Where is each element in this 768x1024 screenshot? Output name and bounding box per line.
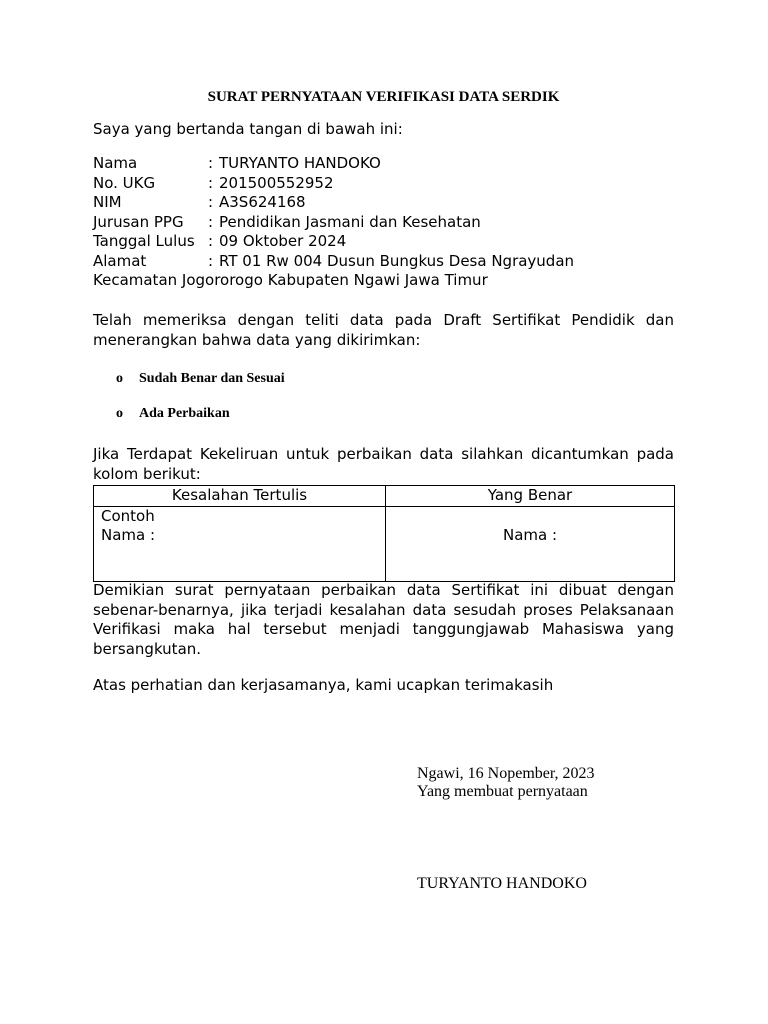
table-header-kesalahan: Kesalahan Tertulis xyxy=(94,486,386,507)
field-value: 09 Oktober 2024 xyxy=(219,232,347,250)
table-header-yang-benar: Yang Benar xyxy=(386,486,675,507)
table-cell-yang-benar xyxy=(386,506,675,582)
field-label: No. UKG xyxy=(93,173,156,192)
cell-nama-label: Nama : xyxy=(502,526,558,544)
signer-name: TURYANTO HANDOKO xyxy=(417,875,587,892)
field-row-nama xyxy=(93,154,693,174)
cell-nama-label: Nama : xyxy=(101,526,156,544)
field-label: Jurusan PPG xyxy=(93,212,184,231)
address-continuation: Kecamatan Jogororogo Kabupaten Ngawi Jawa Timur xyxy=(93,271,488,289)
signature-block xyxy=(417,765,595,801)
option-label: Ada Perbaikan xyxy=(139,406,230,421)
correction-table xyxy=(93,485,675,582)
option-bullet: o xyxy=(116,406,123,421)
table-header-row xyxy=(94,486,675,507)
signer-role: Yang membuat pernyataan xyxy=(417,783,588,800)
field-value: 201500552952 xyxy=(219,173,334,192)
field-row-no-ukg xyxy=(93,174,693,194)
option-ada-perbaikan xyxy=(116,405,230,423)
check-paragraph: Telah memeriksa dengan teliti data pada Draft Sertifikat Pendidik dan menerangkan bahwa data yang dikirimkan: xyxy=(93,311,674,349)
field-value: A3S624168 xyxy=(219,193,306,211)
cell-example-label: Contoh xyxy=(101,506,155,525)
field-row-nim xyxy=(93,193,693,213)
field-row-alamat xyxy=(93,252,693,272)
closing-paragraph: Demikian surat pernyataan perbaikan data Sertifikat ini dibuat dengan sebenar-benarnya, jika terjadi kesalahan data sesudah proses Pelaksanaan Verifikasi maka hal tersebut menjadi tanggungjawab Mahasiswa yang bersangkutan. xyxy=(93,581,674,658)
intro-text: Saya yang bertanda tangan di bawah ini: xyxy=(93,120,403,138)
field-separator: : xyxy=(208,193,214,211)
field-separator: : xyxy=(208,232,214,250)
thanks-text: Atas perhatian dan kerjasamanya, kami ucapkan terimakasih xyxy=(93,676,554,694)
option-label: Sudah Benar dan Sesuai xyxy=(139,371,285,386)
field-label: Nama xyxy=(93,154,138,172)
field-separator: : xyxy=(208,212,214,231)
table-row xyxy=(94,506,675,582)
cell-spacer xyxy=(386,507,674,527)
document-title: SURAT PERNYATAAN VERIFIKASI DATA SERDIK xyxy=(207,89,560,105)
field-row-jurusan xyxy=(93,213,693,233)
identity-fields xyxy=(93,154,693,291)
field-value: RT 01 Rw 004 Dusun Bungkus Desa Ngrayudan xyxy=(219,251,575,270)
field-separator: : xyxy=(208,154,214,172)
place-date: Ngawi, 16 Nopember, 2023 xyxy=(417,765,595,782)
option-bullet: o xyxy=(116,371,123,386)
option-sudah-benar xyxy=(116,370,285,388)
field-row-tanggal-lulus xyxy=(93,232,693,252)
table-cell-kesalahan xyxy=(94,506,386,582)
field-separator: : xyxy=(208,251,214,270)
field-label: Tanggal Lulus xyxy=(93,232,195,250)
field-separator: : xyxy=(208,173,214,192)
correction-paragraph: Jika Terdapat Kekeliruan untuk perbaikan data silahkan dicantumkan pada kolom berikut: xyxy=(93,445,674,483)
field-value: TURYANTO HANDOKO xyxy=(219,154,381,172)
field-value: Pendidikan Jasmani dan Kesehatan xyxy=(219,212,481,231)
field-label: NIM xyxy=(93,193,122,211)
field-label: Alamat xyxy=(93,251,147,270)
